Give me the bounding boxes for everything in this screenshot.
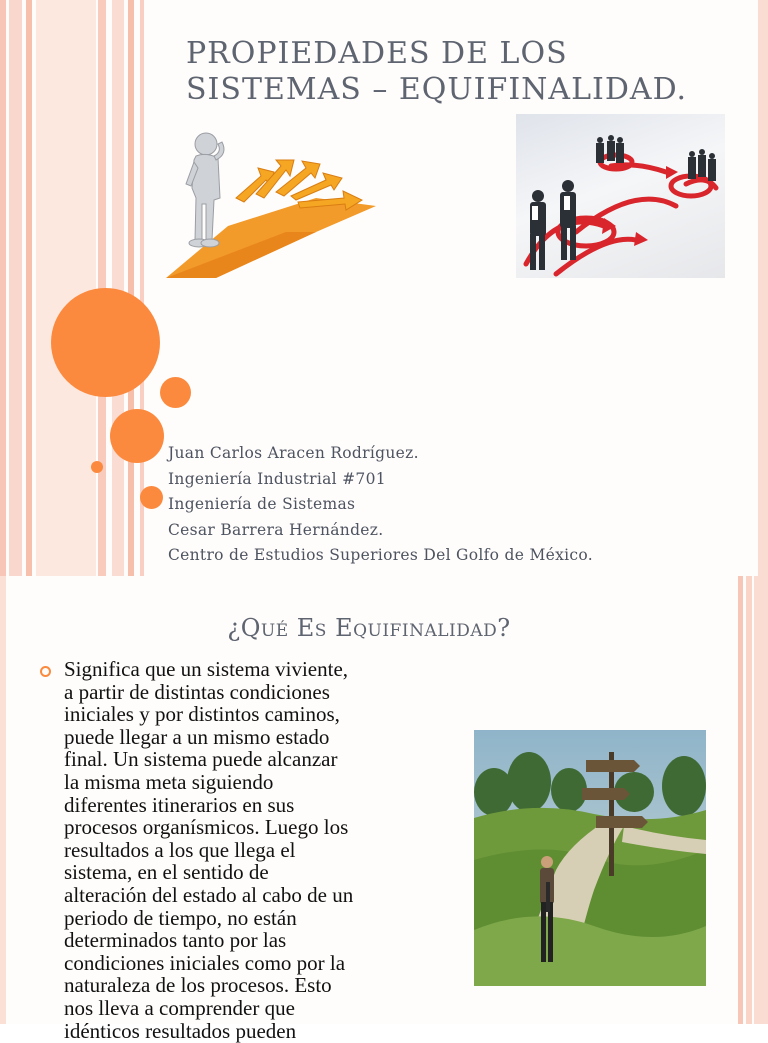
body-text [64, 658, 449, 1042]
author-info [168, 441, 758, 569]
body-line: a partir de distintas condiciones [64, 679, 330, 704]
author-line-2: Ingeniería Industrial #701 [168, 469, 386, 488]
body-line: determinados tanto por las [64, 928, 287, 953]
decorative-circle-large [51, 288, 160, 397]
author-line-3: Ingeniería de Sistemas [168, 495, 356, 513]
decorative-circle-small [160, 377, 191, 408]
author-line-1: Juan Carlos Aracen Rodríguez. [168, 444, 419, 462]
body-line: idénticos resultados pueden [64, 1018, 297, 1043]
bullet-icon [40, 666, 51, 677]
body-line: sistema, en el sentido de [64, 860, 269, 885]
body-line: puede llegar a un mismo estado [64, 724, 330, 749]
business-people-arrows-image [516, 114, 725, 278]
body-line: condiciones iniciales como por la [64, 950, 346, 975]
body-line: alteración del estado al cabo de un [64, 882, 354, 907]
body-line: resultados a los que llega el [64, 837, 296, 862]
body-line: iniciales y por distintos caminos, [64, 702, 340, 727]
author-line-5: Centro de Estudios Superiores Del Golfo de México. [168, 546, 593, 564]
slide-title-line-2: SISTEMAS – EQUIFINALIDAD. [186, 72, 688, 107]
author-line-4: Cesar Barrera Hernández. [168, 520, 384, 539]
body-line: final. Un sistema puede alcanzar [64, 747, 338, 772]
body-line: procesos organísmicos. Luego los [64, 815, 349, 840]
slide-title [186, 36, 746, 108]
body-line: diferentes itinerarios en sus [64, 792, 295, 817]
slide-title-line-1: PROPIEDADES DE LOS [186, 36, 568, 71]
slide-2 [0, 576, 768, 1043]
decorative-circle-tiny [140, 486, 163, 509]
body-line: nos lleva a comprender que [64, 995, 295, 1020]
slide-title: ¿Qué Es Equifinalidad? [227, 614, 511, 642]
thinking-figure-arrows-image [166, 128, 376, 278]
crossroads-signpost-image [474, 730, 706, 986]
body-line: la misma meta siguiendo [64, 769, 274, 794]
decorative-circle-medium [110, 409, 164, 463]
body-line: periodo de tiempo, no están [64, 905, 297, 930]
body-line: naturaleza de los procesos. Esto [64, 973, 332, 998]
body-line: Significa que un sistema viviente, [64, 657, 349, 681]
decorative-circle-dot [91, 461, 103, 473]
